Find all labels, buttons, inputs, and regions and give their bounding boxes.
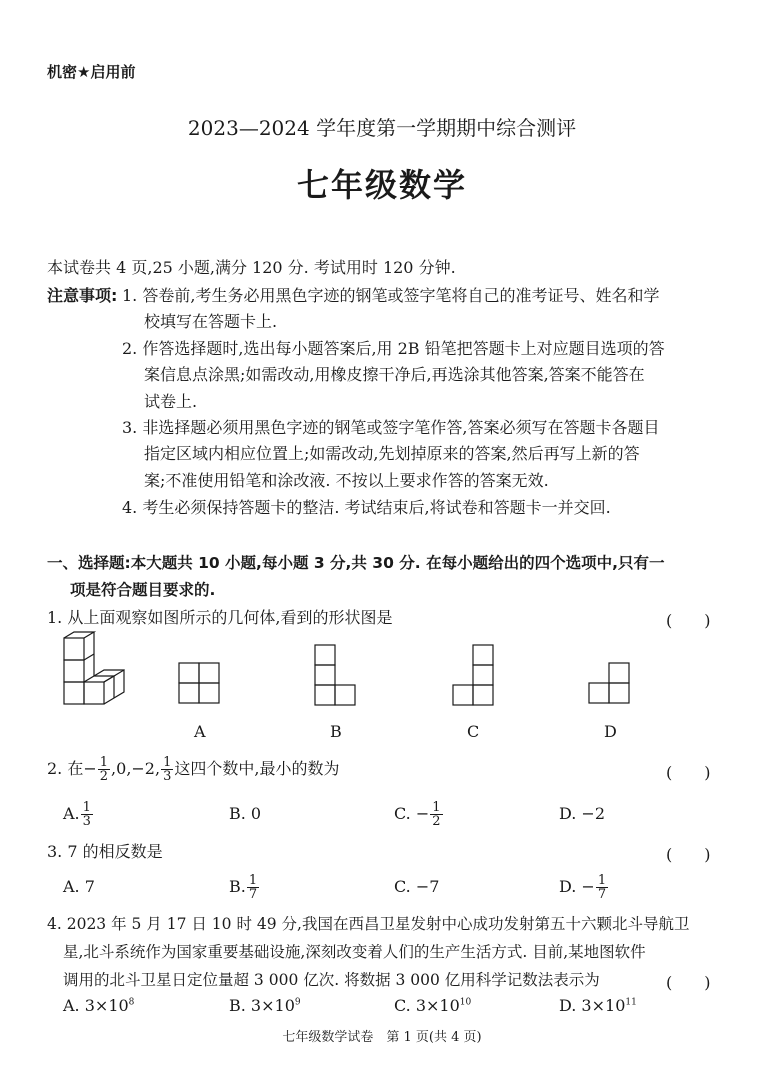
q2-suffix: 这四个数中,最小的数为: [174, 759, 340, 778]
q1-option-d-figure: [588, 662, 632, 706]
note-3-line-3: 案;不准使用铅笔和涂改液. 不按以上要求作答的答案无效.: [144, 471, 549, 490]
q1-text: 1. 从上面观察如图所示的几何体,看到的形状图是: [47, 608, 393, 627]
q4-line-2: 星,北斗系统作为国家重要基础设施,深刻改变着人们的生产生活方式. 目前,某地图软件: [63, 943, 646, 961]
q2-fraction-third: $\frac{1}{3}$: [163, 754, 172, 784]
q4-option-d: D. $3\times 10^{11}$: [559, 996, 637, 1015]
notes-label: 注意事项:: [47, 286, 118, 305]
q1-label-c: C: [467, 722, 480, 741]
q2-stem: [47, 752, 339, 786]
section-1-heading-line-2: 项是符合题目要求的.: [70, 581, 216, 599]
q1-option-b-figure: [314, 644, 358, 706]
note-3-line-2: 指定区域内相应位置上;如需改动,先划掉原来的答案,然后再写上新的答: [144, 444, 640, 463]
q1-label-a: A: [194, 722, 206, 741]
note-3-line-1: 3. 非选择题必须用黑色字迹的钢笔或签字笔作答,答案必须写在答题卡各题目: [122, 418, 660, 437]
q2-option-a: A. $\frac{1}{3}$: [63, 799, 91, 829]
q4-line-1: 4. 2023 年 5 月 17 日 10 时 49 分,我国在西昌卫星发射中心成功发射第五十六颗北斗导航卫: [47, 915, 690, 933]
q2-neg-sign: −: [83, 759, 97, 778]
q1-option-c-figure: [452, 644, 496, 706]
q3-option-d: D. − $\frac{1}{7}$: [559, 872, 607, 902]
q2-option-b: B. 0: [229, 804, 262, 823]
q2-prefix: 2. 在: [47, 759, 84, 778]
q2-middle: ,0,−2,: [111, 759, 161, 778]
secret-label: 机密★启用前: [47, 63, 136, 81]
note-4-line-1: 4. 考生必须保持答题卡的整洁. 考试结束后,将试卷和答题卡一并交回.: [122, 498, 611, 517]
q2-option-d: D. −2: [559, 804, 606, 823]
q4-line-3: 调用的北斗卫星日定位量超 3 000 亿次. 将数据 3 000 亿用科学记数法表示为: [63, 971, 600, 989]
q1-option-a-figure: [178, 662, 222, 706]
q1-label-b: B: [330, 722, 342, 741]
exam-title: 2023—2024 学年度第一学期期中综合测评: [187, 116, 577, 140]
q1-label-d: D: [604, 722, 617, 741]
q3-answer-paren: ( ): [666, 845, 711, 864]
note-2-line-3: 试卷上.: [144, 392, 198, 411]
q4-option-c: C. $3\times 10^{10}$: [394, 996, 472, 1015]
q3-option-b: B. $\frac{1}{7}$: [229, 872, 258, 902]
q4-option-a: A. $3\times 10^8$: [63, 996, 135, 1015]
intro-text: 本试卷共 4 页,25 小题,满分 120 分. 考试用时 120 分钟.: [47, 258, 456, 277]
page-footer: 七年级数学试卷 第 1 页(共 4 页): [282, 1030, 482, 1045]
q2-option-c: C. − $\frac{1}{2}$: [394, 799, 441, 829]
q3-stem: 3. 7 的相反数是: [47, 842, 163, 861]
q3-option-a: A. 7: [63, 877, 95, 896]
q4-answer-paren: ( ): [666, 973, 711, 992]
q1-solid-figure: [60, 636, 130, 708]
q2-fraction-half: $\frac{1}{2}$: [99, 754, 109, 784]
section-1-heading-line-1: 一、选择题:本大题共 10 小题,每小题 3 分,共 30 分. 在每小题给出的四个选项中,只有一: [47, 554, 665, 572]
q3-option-c: C. −7: [394, 877, 440, 896]
note-2-line-1: 2. 作答选择题时,选出每小题答案后,用 2B 铅笔把答题卡上对应题目选项的答: [122, 339, 665, 358]
q4-option-b: B. $3\times 10^9$: [229, 996, 301, 1015]
note-1-line-1: 1. 答卷前,考生务必用黑色字迹的钢笔或签字笔将自己的准考证号、姓名和学: [122, 286, 660, 305]
q2-answer-paren: ( ): [666, 763, 711, 782]
note-2-line-2: 案信息点涂黑;如需改动,用橡皮擦干净后,再选涂其他答案,答案不能答在: [144, 365, 645, 384]
subject-title: 七年级数学: [296, 166, 467, 204]
q1-answer-paren: ( ): [666, 611, 711, 630]
note-1-line-2: 校填写在答题卡上.: [144, 312, 278, 331]
